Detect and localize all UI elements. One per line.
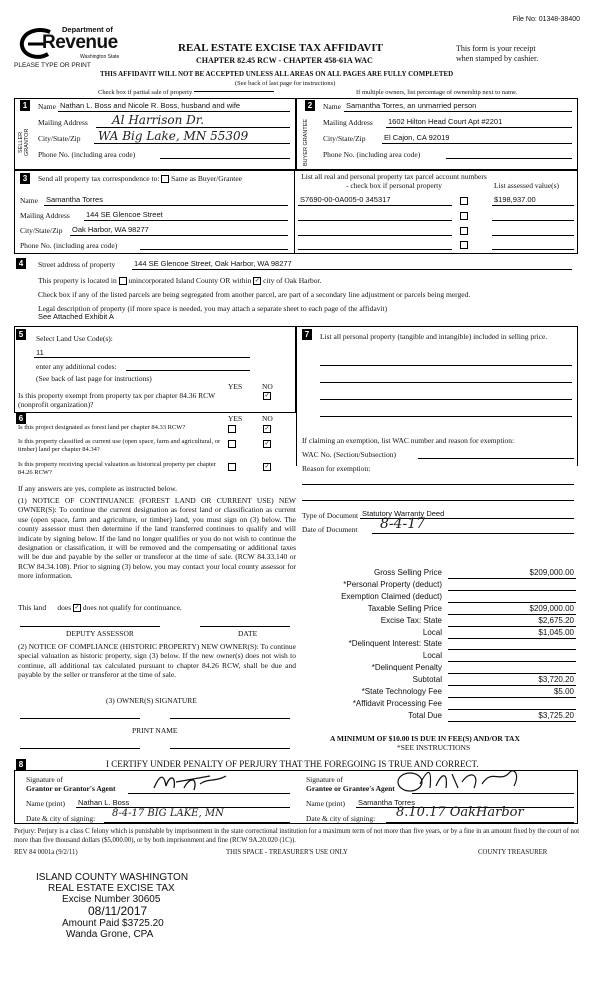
- print-name-label: PRINT NAME: [132, 726, 178, 735]
- does-not-checkbox[interactable]: ✓: [74, 605, 80, 612]
- personal-property-checkbox-1[interactable]: [460, 197, 468, 205]
- segregated-text: Check box if any of the listed parcels are being segregated from another parcel, are part of a secondary line adjustment or parcels being merged.: [38, 290, 471, 299]
- seller-address-label: Mailing Address: [38, 118, 88, 127]
- section-5-number: 5: [16, 329, 26, 340]
- financial-value: $209,000.00: [529, 603, 574, 613]
- financial-label: Subtotal: [412, 675, 442, 685]
- stamp-line2: REAL ESTATE EXCISE TAX: [48, 883, 175, 894]
- s5-yes: YES: [228, 382, 243, 391]
- located-in: [38, 276, 321, 285]
- financial-value: $3,720.20: [538, 675, 574, 685]
- doc-type: Statutory Warranty Deed: [362, 509, 445, 518]
- doc-date: 8-4-17: [380, 516, 426, 532]
- section-2-number: 2: [305, 100, 315, 111]
- check-partial: [98, 89, 274, 96]
- owner-signature-label: (3) OWNER(S) SIGNATURE: [106, 696, 197, 705]
- reason-label: Reason for exemption:: [302, 464, 371, 473]
- financial-label: *Personal Property (deduct): [343, 579, 442, 589]
- stamp-line1: ISLAND COUNTY WASHINGTON: [36, 872, 189, 883]
- send-label: Send all property tax correspondence to:: [38, 174, 160, 183]
- seller-address: Al Harrison Dr.: [112, 113, 205, 127]
- current-use-yes-checkbox[interactable]: [228, 440, 236, 448]
- forest-no-checkbox[interactable]: ✓: [264, 426, 270, 432]
- this-land: This land: [18, 603, 47, 612]
- county-treasurer: COUNTY TREASURER: [478, 849, 548, 856]
- seller-name: Nathan L. Boss and Nicole R. Boss, husband and wife: [60, 101, 241, 110]
- financial-label: Local: [422, 627, 442, 637]
- grantor-sig-label1: Signature of: [26, 775, 63, 784]
- grantor-name-label: Name (print): [26, 799, 65, 808]
- s3-name: Samantha Torres: [46, 195, 103, 204]
- financial-row: [302, 628, 576, 639]
- stamp-line6: Wanda Grone, CPA: [66, 929, 154, 940]
- buyer-phone-label: Phone No. (including area code): [323, 150, 421, 159]
- minimum-line1: A MINIMUM OF $10.00 IS DUE IN FEE(S) AND/OR TAX: [330, 734, 520, 743]
- buyer-side-label: BUYER GRANTEE: [303, 118, 309, 166]
- same-label: Same as Buyer/Grantee: [171, 174, 242, 183]
- buyer-city: El Cajon, CA 92019: [384, 133, 450, 142]
- rev-number: REV 84 0001a (9/2/11): [14, 849, 78, 856]
- seller-name-label: Name: [38, 102, 56, 111]
- grantee-date: 8.10.17 OakHarbor: [396, 805, 524, 820]
- stamp-line5: Amount Paid $3725.20: [62, 918, 164, 929]
- financial-label: Gross Selling Price: [373, 568, 442, 577]
- does-text: does: [57, 603, 72, 612]
- financial-row: [302, 699, 576, 710]
- grantor-date-label: Date & city of signing:: [26, 814, 96, 823]
- financial-row: [302, 687, 576, 698]
- personal-property-text: List all personal property (tangible and intangible) included in selling price.: [320, 332, 548, 341]
- financial-row: [302, 639, 576, 650]
- seller-city-label: City/State/Zip: [38, 134, 81, 143]
- perjury-text: Perjury: Perjury is a class C felony which is punishable by imprisonment in the state correctional institution for a maximum term of not more than five years, or by a fine in an amount fixed by the court of not more than five thousand dollars ($5,000.00), or by both imprisonment and fine (RCW 9A.20.020 (1C)).: [14, 828, 580, 844]
- form-title: REAL ESTATE EXCISE TAX AFFIDAVIT: [178, 42, 383, 54]
- historic-question: Is this property receiving special valuation as historical property per chapter 84.26 RCW?: [18, 461, 216, 476]
- financial-value: $2,675.20: [538, 615, 574, 625]
- form-subtitle: CHAPTER 82.45 RCW - CHAPTER 458-61A WAC: [196, 56, 373, 65]
- receipt-line2: when stamped by cashier.: [456, 54, 539, 63]
- financial-label: *State Technology Fee: [361, 687, 442, 696]
- assessed-value: $198,937.00: [494, 195, 536, 204]
- city-checkbox[interactable]: ✓: [254, 278, 260, 285]
- s5-see-back: (See back of last page for instructions): [36, 374, 152, 383]
- s5-no: NO: [262, 382, 273, 391]
- stamp-line3: Excise Number 30605: [62, 894, 161, 905]
- check-partial-label: Check box if partial sale of property: [98, 89, 193, 96]
- dept-name: Revenue: [42, 32, 118, 53]
- seller-side-label: SELLER GRANTOR: [18, 128, 30, 156]
- s3-city-label: City/State/Zip: [20, 226, 63, 235]
- s3-name-label: Name: [20, 196, 38, 205]
- grantee-sig-label1: Signature of: [306, 775, 343, 784]
- doc-date-label: Date of Document: [302, 525, 358, 534]
- financial-value: $209,000.00: [529, 568, 574, 577]
- grantor-signature: [150, 770, 230, 794]
- financial-value: $3,725.20: [538, 710, 574, 720]
- unincorporated-text: unincorporated Island County OR within: [128, 276, 252, 285]
- exemption-label: If claiming an exemption, list WAC number and reason for exemption:: [302, 436, 515, 445]
- parcel-number: S7690-00-0A005-0 345317: [300, 195, 391, 204]
- city-of-text: city of Oak Harbor.: [263, 276, 322, 285]
- financial-row: [302, 651, 576, 662]
- financial-label: *Affidavit Processing Fee: [352, 698, 442, 708]
- current-use-question: Is this property classified as current use (open space, farm and agricultural, or timber) land per chapter 84.34?: [18, 438, 221, 453]
- multiple-owners: If multiple owners, list percentage of ownership next to name.: [356, 89, 518, 96]
- section-8-number: 8: [16, 759, 26, 770]
- file-number: File No: 01348-38400: [512, 16, 580, 23]
- deputy-assessor: DEPUTY ASSESSOR: [66, 629, 134, 638]
- personal-property-checkbox-3[interactable]: [460, 227, 468, 235]
- grantee-signature: [396, 764, 526, 794]
- street-address: 144 SE Glencoe Street, Oak Harbor, WA 98277: [134, 259, 292, 268]
- land-use-code: 11: [36, 348, 44, 357]
- minimum-line2: *SEE INSTRUCTIONS: [397, 743, 471, 752]
- financial-value: $5.00: [553, 687, 574, 696]
- located-text: This property is located in: [38, 276, 117, 285]
- unincorporated-checkbox[interactable]: [119, 277, 127, 285]
- historic-yes-checkbox[interactable]: [228, 463, 236, 471]
- dept-state: Washington State: [80, 54, 120, 60]
- financial-row: [302, 568, 576, 579]
- qualify-line: [18, 603, 182, 612]
- assessed-header: List assessed value(s): [494, 181, 559, 190]
- financial-row: [302, 580, 576, 591]
- s3-address-label: Mailing Address: [20, 211, 70, 220]
- notice-continuance: (1) NOTICE OF CONTINUANCE (FOREST LAND OR CURRENT USE) NEW OWNER(S): To continue the current designation as forest land or classification as current use (open space, farm and agriculture, or timber) land, you must sign on (3) below. The county assessor must then determine if the land transferred continues to qualify and will indicate by signing below. If the land no longer qualifies or you do not wish to continue the designation or classification, it will be removed and the compensating or additional taxes will be due and payable by the seller or transferor at the time of sale. (RCW 84.33.140 or RCW 84.34.108). Prior to signing (3) below, you may contact your local county assessor for more information.: [18, 496, 296, 581]
- financial-label: Total Due: [408, 710, 442, 720]
- financial-row: [302, 675, 576, 686]
- certify-text: I CERTIFY UNDER PENALTY OF PERJURY THAT THE FOREGOING IS TRUE AND CORRECT.: [106, 759, 479, 769]
- same-as-buyer-checkbox[interactable]: [161, 175, 169, 183]
- please-type: PLEASE TYPE OR PRINT: [14, 62, 91, 69]
- forest-yes-checkbox[interactable]: [228, 425, 236, 433]
- financial-row: [302, 711, 576, 722]
- personal-property-checkbox-4[interactable]: [460, 241, 468, 249]
- wac-label: WAC No. (Section/Subsection): [302, 450, 396, 459]
- s3-phone-label: Phone No. (including area code): [20, 241, 118, 250]
- buyer-name-label: Name: [323, 102, 341, 111]
- grantee-name-label: Name (print): [306, 799, 345, 808]
- warning-text: THIS AFFIDAVIT WILL NOT BE ACCEPTED UNLESS ALL AREAS ON ALL PAGES ARE FULLY COMPLETED: [100, 70, 454, 78]
- section-7-box: [296, 326, 578, 466]
- s6-no: NO: [262, 414, 273, 423]
- doc-type-label: Type of Document: [302, 511, 359, 520]
- grantee-name: Samantha Torres: [358, 798, 415, 807]
- buyer-address: 1602 Hilton Head Court Apt #2201: [388, 117, 503, 126]
- tax-correspondence: [38, 174, 242, 183]
- see-back: (See back of last page for instructions): [235, 80, 336, 87]
- seller-city: WA Big Lake, MN 55309: [98, 129, 249, 143]
- grantor-name: Nathan L. Boss: [78, 798, 130, 807]
- exempt-no-checkbox[interactable]: ✓: [264, 393, 270, 399]
- seller-phone-label: Phone No. (including area code): [38, 150, 136, 159]
- stamp-line4: 08/11/2017: [88, 904, 148, 918]
- section-3-number: 3: [20, 173, 30, 184]
- personal-property-checkbox-2[interactable]: [460, 212, 468, 220]
- grantee-date-label: Date & city of signing:: [306, 814, 376, 823]
- if-yes-text: If any answers are yes, complete as instructed below.: [18, 484, 178, 493]
- dept-line1: Department of: [62, 25, 113, 34]
- financial-label: *Delinquent Interest: State: [348, 639, 442, 649]
- street-label: Street address of property: [38, 260, 116, 269]
- section-4-number: 4: [16, 258, 26, 269]
- additional-codes: enter any additional codes:: [36, 362, 117, 371]
- historic-no-checkbox[interactable]: ✓: [264, 464, 270, 470]
- section-7-number: 7: [302, 329, 312, 340]
- financial-label: Local: [422, 651, 442, 661]
- exempt-question: Is this property exempt from property tax per chapter 84.36 RCW (nonprofit organization)?: [18, 391, 216, 409]
- financial-label: *Delinquent Penalty: [371, 663, 442, 673]
- financial-row: [302, 663, 576, 674]
- section-6-number: 6: [16, 413, 26, 424]
- s6-yes: YES: [228, 414, 243, 423]
- financial-value: $1,045.00: [538, 627, 574, 637]
- buyer-address-label: Mailing Address: [323, 118, 373, 127]
- land-use-label: Select Land Use Code(s):: [36, 334, 113, 343]
- section-1-number: 1: [20, 100, 30, 111]
- grantor-sig-label2: Grantor or Grantor's Agent: [26, 784, 116, 793]
- does-not-text: does not qualify for continuance.: [82, 603, 182, 612]
- s6-date: DATE: [238, 629, 258, 638]
- treasurer-use: THIS SPACE - TREASURER'S USE ONLY: [226, 849, 348, 856]
- receipt-line1: This form is your receipt: [456, 44, 536, 53]
- financial-row: [302, 616, 576, 627]
- s3-address: 144 SE Glencoe Street: [86, 210, 163, 219]
- buyer-city-label: City/State/Zip: [323, 134, 366, 143]
- s3-city: Oak Harbor, WA 98277: [72, 225, 149, 234]
- financial-label: Excise Tax: State: [380, 615, 442, 625]
- current-use-no-checkbox[interactable]: ✓: [264, 441, 270, 447]
- notice-compliance: (2) NOTICE OF COMPLIANCE (HISTORIC PROPERTY) NEW OWNER(S): To continue special valuation as historic property, sign (3) below. If the new owner(s) does not wish to continue, all additional tax calculated pursuant to chapter 84.26 RCW, shall be due and payable by the seller or transferor at the time of sale.: [18, 642, 296, 680]
- department-logo: [18, 22, 123, 64]
- forest-question: Is this project designated as forest land per chapter 84.33 RCW?: [18, 424, 186, 431]
- parcel-header: List all real and personal property tax parcel account numbers - check box if personal property: [301, 172, 487, 190]
- financial-label: Exemption Claimed (deduct): [341, 591, 442, 601]
- legal-text: Legal description of property (if more space is needed, you may attach a separate sheet to each page of the affidavit): [38, 304, 388, 313]
- grantee-sig-label2: Grantee or Grantee's Agent: [306, 784, 395, 793]
- grantor-date: 8-4-17 BIG LAKE, MN: [112, 808, 224, 819]
- financial-row: [302, 604, 576, 615]
- treasurer-stamp: [36, 872, 236, 940]
- financial-label: Taxable Selling Price: [367, 603, 442, 613]
- financial-row: [302, 592, 576, 603]
- legal-value: See Attached Exhibit A: [38, 312, 114, 321]
- buyer-name: Samantha Torres, an unmarried person: [346, 101, 477, 110]
